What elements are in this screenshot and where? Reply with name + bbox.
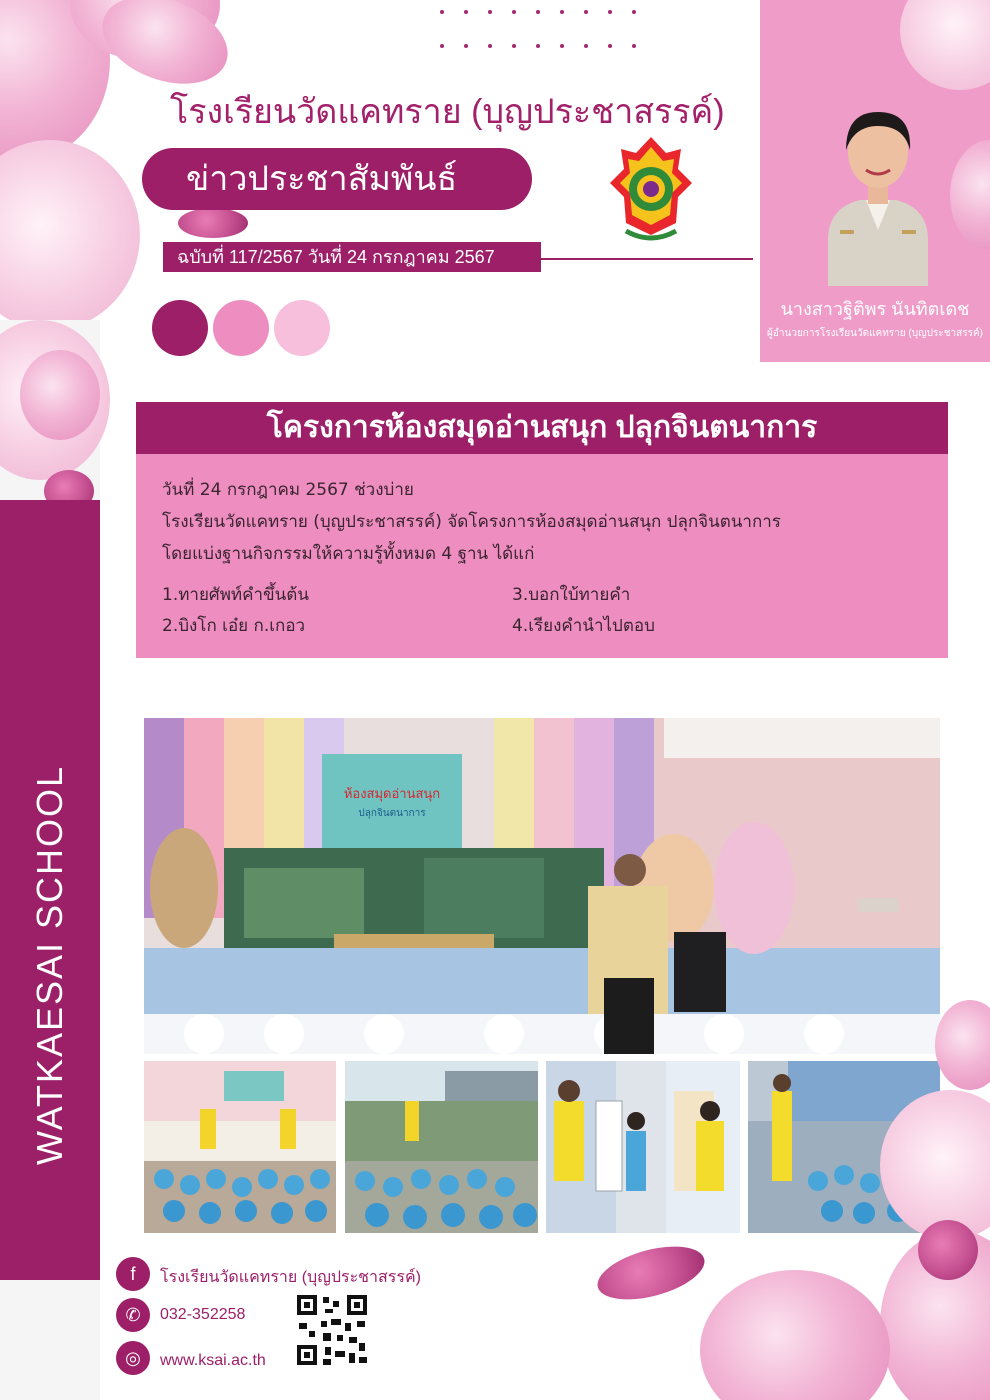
qr-code-icon[interactable] <box>295 1293 369 1367</box>
activity-photo-3 <box>546 1061 740 1233</box>
website-link[interactable]: www.ksai.ac.th <box>160 1352 266 1369</box>
divider <box>541 258 753 260</box>
decor-circle-dark <box>152 300 208 356</box>
project-intro: โดยแบ่งฐานกิจกรรมให้ความรู้ทั้งหมด 4 ฐาน ได้แก่ <box>162 544 535 564</box>
director-role: ผู้อำนวยการโรงเรียนวัดแคทราย (บุญประชาสรรค์) <box>767 328 983 339</box>
project-title: โครงการห้องสมุดอ่านสนุก ปลุกจินตนาการ <box>136 402 948 454</box>
dot-pattern <box>440 10 660 50</box>
decor-circle-mid <box>213 300 269 356</box>
decor-circle-light <box>274 300 330 356</box>
issue-info: ฉบับที่ 117/2567 วันที่ 24 กรกฎาคม 2567 <box>163 242 541 272</box>
station-item: 2.บิงโก เอ๋ย ก.เกอว <box>162 616 306 636</box>
orchid-decoration <box>0 140 140 330</box>
orchid-decoration <box>20 350 100 440</box>
station-item: 1.ทายศัพท์คำขึ้นต้น <box>162 585 309 605</box>
phone-number[interactable]: 032-352258 <box>160 1306 246 1323</box>
school-emblem-icon <box>606 135 696 247</box>
orchid-bud <box>592 1237 710 1310</box>
school-title: โรงเรียนวัดแคทราย (บุญประชาสรรค์) <box>170 93 725 131</box>
banner-subtitle: ปลุกจินตนาการ <box>358 808 426 819</box>
project-date: วันที่ 24 กรกฎาคม 2567 ช่วงบ่าย <box>162 480 414 500</box>
school-english-name: WATKAESAI SCHOOL <box>29 764 70 1166</box>
main-event-photo <box>144 718 940 1054</box>
phone-icon: ✆ <box>116 1298 150 1332</box>
facebook-icon[interactable]: f <box>116 1257 150 1291</box>
orchid-bud <box>178 208 248 238</box>
project-description: โรงเรียนวัดแคทราย (บุญประชาสรรค์) จัดโครงการห้องสมุดอ่านสนุก ปลุกจินตนาการ <box>162 512 781 532</box>
section-title: ข่าวประชาสัมพันธ์ <box>142 148 532 210</box>
orchid-decoration <box>700 1270 890 1400</box>
banner-title: ห้องสมุดอ่านสนุก <box>343 786 441 801</box>
station-item: 3.บอกใบ้ทายคำ <box>512 585 631 605</box>
director-name: นางสาวฐิติพร นันทิตเดช <box>780 299 970 319</box>
orchid-bud <box>918 1220 978 1280</box>
globe-icon: ◎ <box>116 1341 150 1375</box>
director-photo <box>808 90 948 286</box>
activity-photo-1 <box>144 1061 336 1233</box>
activity-photo-2 <box>345 1061 538 1233</box>
orchid-decoration <box>935 1000 990 1090</box>
station-item: 4.เรียงคำนำไปตอบ <box>512 616 655 636</box>
facebook-link[interactable]: โรงเรียนวัดแคทราย (บุญประชาสรรค์) <box>160 1269 421 1286</box>
